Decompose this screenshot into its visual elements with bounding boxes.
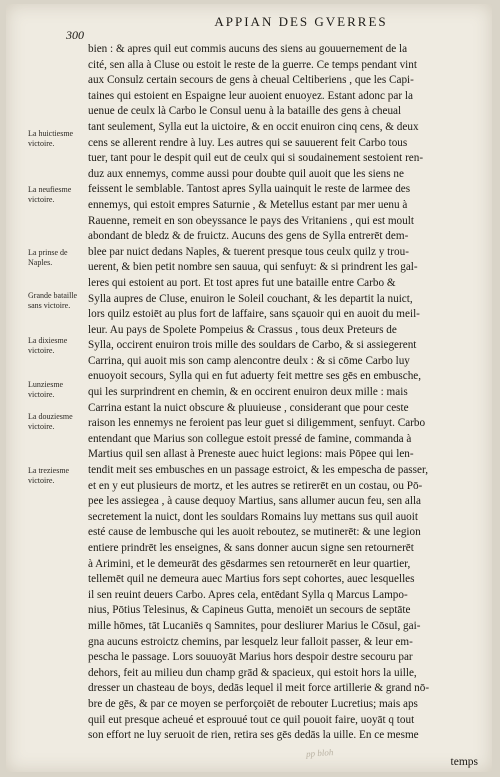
- text-line: tant seulement, Sylla eut la uictoire, & en occit enuiron cinq cens, & deux: [88, 120, 419, 133]
- text-line: aux Consulz certain secours de gens à cheual Celtiberiens , que les Capi-: [88, 74, 414, 87]
- margin-note: La dixiesme victoire.: [28, 336, 68, 355]
- text-line: taines qui estoient en Espaigne leur auoient enuoyez. Estant adonc par la: [88, 89, 413, 102]
- text-line: bre de gēs, & par ce moyen se perforçoiēt de rebouter Lucretius; mais aps: [88, 697, 418, 710]
- text-line: pescha le passage. Lors souuoyāt Marius hors despoir destre secouru par: [88, 651, 413, 664]
- text-line: uerent, & bien petit nombre sen sauua, qui senfuyt: & si prindrent les gal-: [88, 261, 418, 274]
- text-line: Sylla aupres de Cluse, enuiron le Soleil couchant, & les departit la nuict,: [88, 292, 413, 305]
- text-line: raison les ennemys ne feroient pas leur guet si diligemment, senfuyt. Carbo: [88, 417, 426, 430]
- page-header: [66, 14, 486, 42]
- bleedthrough-text: pp bloh: [305, 747, 334, 759]
- text-line: Rauenne, remeit en son obeyssance le pays des Vritaniens , qui est moult: [88, 214, 414, 227]
- text-line: tuer, tant pour le despit quil eut de ceulx qui si soudainement sestoient ren-: [88, 152, 424, 165]
- text-line: gna aucuns estroictz chemins, par lesquelz leur falloit passer, & leur em-: [88, 635, 413, 648]
- body-text: [88, 42, 484, 744]
- text-line: tellemēt quil ne demeura auec Martius fors sept cohortes, auec lesquelles: [88, 573, 415, 586]
- text-line: secretement la nuict, dont les souldars Romains luy mettans sus quil auoit: [88, 510, 418, 523]
- text-line: ennemys, qui estoit empres Saturnie , & Metellus estant par mer uenu à: [88, 198, 408, 211]
- text-line: bien : & apres quil eut commis aucuns des siens au gouuernement de la: [88, 43, 408, 55]
- catchword: temps: [450, 756, 478, 768]
- text-line: abondant de bledz & de fruictz. Aucuns des gens de Sylla entrerēt dem-: [88, 230, 409, 243]
- text-line: nius, Pōtius Telesinus, & Capineus Gutta, menoiēt un secours de septāte: [88, 604, 411, 617]
- text-line: esté cause de lembusche qui les auoit reboutez, se mutinerēt: & une legion: [88, 526, 421, 539]
- text-line: dresser un chasteau de boys, dedās lequel il meit force artillerie & grand nō-: [88, 682, 430, 695]
- text-line: quil eut presque acheué et esprouué tout ce quil pouoit faire, uoyāt q tout: [88, 713, 415, 726]
- text-line: duz aux ennemys, comme aussi pour doubte quil auoit que les siens ne: [88, 167, 404, 180]
- text-line: leres qui estoient au port. Et tost apres fut une bataille entre Carbo &: [88, 276, 396, 289]
- text-line: cité, sen alla à Cluse ou estoit le reste de la guerre. Ce temps pendant vint: [88, 58, 417, 71]
- text-line: il sen reuint deuers Carbo. Apres cela, entēdant Sylla q Marcus Lampo-: [88, 588, 408, 601]
- text-line: entendant que Marius son collegue estoit pressé de famine, commanda à: [88, 432, 412, 445]
- text-line: dehors, feit au milieu dun champ grād & spacieux, qui estoit hors la uille,: [88, 666, 417, 679]
- text-line: lors quilz estoiēt au plus fort de laffaire, sans sçauoir qui en auoit du meil-: [88, 308, 420, 321]
- text-line: tendit meit ses embusches en un passage estroict, & les empescha de passer,: [88, 464, 429, 477]
- margin-note: La treziesme victoire.: [28, 466, 70, 485]
- text-line: blee par nuict dedans Naples, & tuerent presque tous ceulx quilz y trou-: [88, 245, 409, 258]
- text-line: enuoyoit secours, Sylla qui en fut aduerty feit mettre ses gēs en embusche,: [88, 370, 422, 383]
- text-line: Carrina estant la nuict obscure & pluuieuse , considerant que pour ceste: [88, 401, 409, 414]
- text-line: son effort ne luy seruoit de rien, retira ses gēs dedās la uille. En ce mesme: [88, 729, 419, 742]
- book-page: [6, 4, 492, 772]
- text-line: qui les surprindrent en chemin, & en occirent enuiron deux mille : mais: [88, 386, 408, 399]
- margin-note: La huictiesme victoire.: [28, 129, 74, 148]
- text-line: Carrina, qui auoit mis son camp alencontre deulx : & si cōme Carbo luy: [88, 354, 410, 367]
- running-head: APPIAN DES GVERRES: [214, 14, 388, 29]
- text-line: à Arimini, et le demeurāt des gēsdarmes sen retournerēt en leur quartier,: [88, 557, 411, 570]
- margin-note: Lunziesme victoire.: [28, 380, 64, 399]
- page-number: 300: [66, 28, 84, 42]
- text-line: et en y eut plusieurs de mortz, et les autres se retirerēt en un costau, ou Pō-: [88, 479, 423, 492]
- text-line: feissent le semblable. Tantost apres Sylla uainquit le reste de larmee des: [88, 183, 411, 196]
- margin-note: La prinse de Naples.: [28, 248, 68, 267]
- text-line: cens se allerent rendre à luy. Les autres qui se sauuerent feit Carbo tous: [88, 136, 408, 149]
- text-line: entiere prindrēt les enseignes, & sans donner aucun signe sen retournerēt: [88, 542, 414, 554]
- text-line: Sylla, occirent enuiron trois mille des souldars de Carbo, & si assiegerent: [88, 339, 417, 352]
- text-line: pee les assiegea , à cause dequoy Martius, sans allumer aucun feu, sen alla: [88, 495, 422, 508]
- margin-note: La neufiesme victoire.: [28, 185, 72, 204]
- text-line: leur. Au pays de Spolete Pompeius & Crassus , tous deux Preteurs de: [88, 323, 397, 336]
- margin-note: La douziesme victoire.: [28, 412, 73, 431]
- margin-note: Grande bataille sans victoire.: [28, 291, 78, 310]
- text-line: Martius quil sen allast à Preneste auec huict legions: mais Pōpee qui len-: [88, 448, 414, 461]
- text-line: uenue de ceulx là Carbo le Consul uenu à la bataille des gens à cheual: [88, 105, 402, 118]
- text-line: mille hōmes, tāt Lucaniēs q Samnites, pour desliurer Marius le Cōsul, gai-: [88, 619, 421, 632]
